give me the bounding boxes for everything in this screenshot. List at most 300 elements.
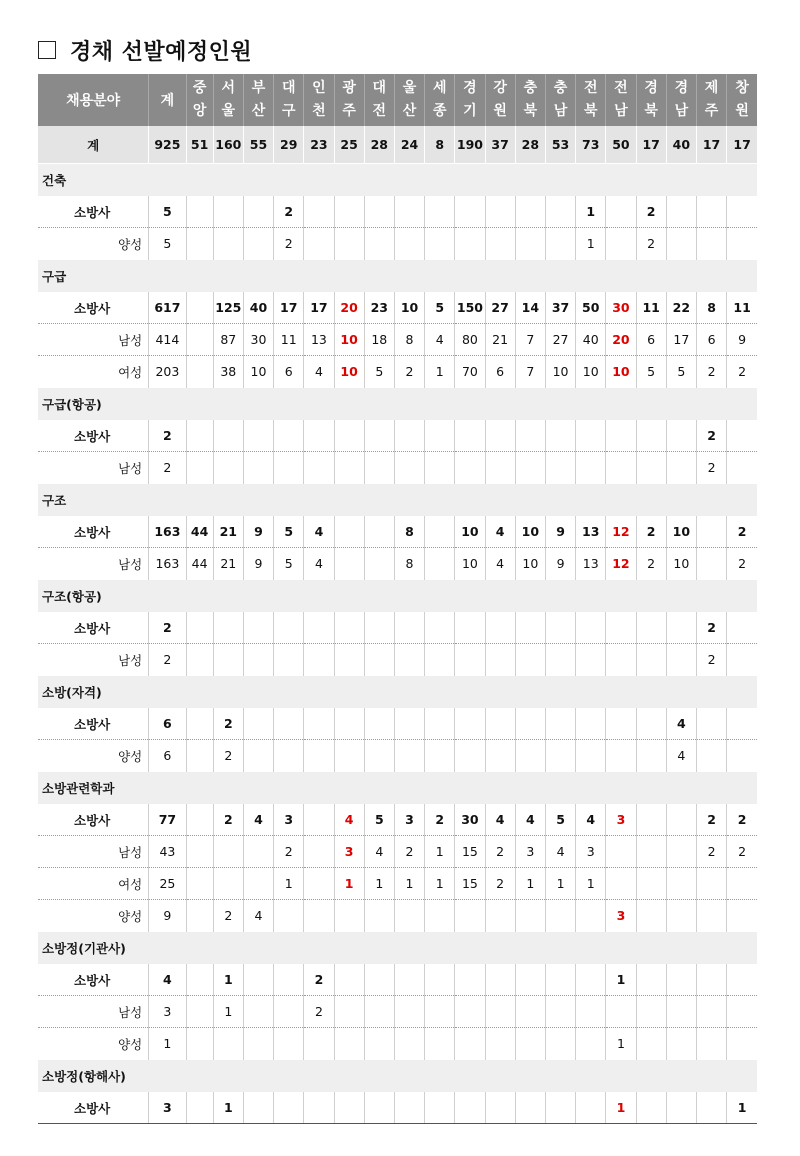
row-region-cell: 8	[394, 548, 424, 580]
page-title	[38, 32, 252, 68]
header-region: 전 북	[576, 74, 606, 126]
row-region-cell: 10	[455, 548, 485, 580]
row-region-cell	[304, 1028, 334, 1060]
section-header	[38, 676, 757, 709]
header-region: 서 울	[213, 74, 243, 126]
row-region-cell	[636, 612, 666, 644]
row-region-cell	[455, 196, 485, 228]
row-label: 남성	[38, 324, 149, 356]
row-region-cell: 4	[243, 804, 273, 836]
row-region-cell	[727, 612, 757, 644]
row-sum-cell: 2	[149, 420, 186, 452]
row-region-cell	[727, 964, 757, 996]
row-sum-cell: 163	[149, 516, 186, 548]
row-region-cell	[304, 420, 334, 452]
row-region-cell	[243, 1028, 273, 1060]
row-region-cell	[394, 228, 424, 260]
row-region-cell: 9	[243, 516, 273, 548]
total-cell: 190	[455, 126, 485, 164]
row-region-cell: 10	[334, 356, 364, 388]
row-region-cell: 2	[274, 228, 304, 260]
total-cell: 17	[727, 126, 757, 164]
row-region-cell	[213, 228, 243, 260]
row-region-cell	[485, 740, 515, 772]
row-label: 소방사	[38, 1092, 149, 1124]
row-region-cell: 38	[213, 356, 243, 388]
header-region: 전 남	[606, 74, 636, 126]
row-region-cell	[334, 228, 364, 260]
row-region-cell: 6	[274, 356, 304, 388]
row-region-cell	[606, 196, 636, 228]
table-row	[38, 996, 757, 1028]
row-region-cell: 10	[576, 356, 606, 388]
row-region-cell: 11	[274, 324, 304, 356]
row-sum-cell: 9	[149, 900, 186, 932]
row-region-cell: 10	[334, 324, 364, 356]
row-region-cell: 4	[666, 708, 696, 740]
row-region-cell	[515, 1028, 545, 1060]
row-region-cell	[515, 196, 545, 228]
row-region-cell: 2	[696, 804, 726, 836]
row-region-cell: 21	[213, 516, 243, 548]
table-row	[38, 452, 757, 484]
row-label: 소방사	[38, 612, 149, 644]
total-cell: 50	[606, 126, 636, 164]
row-region-cell: 27	[545, 324, 575, 356]
header-region: 충 남	[545, 74, 575, 126]
row-region-cell	[213, 612, 243, 644]
row-region-cell	[515, 964, 545, 996]
row-region-cell	[515, 900, 545, 932]
row-region-cell	[425, 516, 455, 548]
header-region: 울 산	[394, 74, 424, 126]
row-region-cell	[727, 708, 757, 740]
row-region-cell: 5	[636, 356, 666, 388]
row-region-cell	[274, 644, 304, 676]
row-region-cell	[666, 644, 696, 676]
row-region-cell: 5	[364, 804, 394, 836]
row-region-cell: 2	[394, 356, 424, 388]
row-region-cell	[545, 1028, 575, 1060]
row-region-cell	[666, 996, 696, 1028]
total-cell: 53	[545, 126, 575, 164]
row-region-cell: 17	[274, 292, 304, 324]
row-region-cell	[696, 964, 726, 996]
row-region-cell: 17	[666, 324, 696, 356]
row-region-cell	[394, 196, 424, 228]
row-region-cell: 50	[576, 292, 606, 324]
row-region-cell: 1	[334, 868, 364, 900]
row-region-cell: 2	[485, 836, 515, 868]
row-region-cell	[455, 1028, 485, 1060]
row-sum-cell: 4	[149, 964, 186, 996]
row-region-cell	[274, 452, 304, 484]
row-region-cell	[334, 708, 364, 740]
row-region-cell	[364, 708, 394, 740]
total-cell: 29	[274, 126, 304, 164]
header-region: 부 산	[243, 74, 273, 126]
row-region-cell	[425, 740, 455, 772]
row-region-cell: 3	[394, 804, 424, 836]
row-region-cell	[334, 740, 364, 772]
row-region-cell	[304, 708, 334, 740]
row-region-cell	[394, 452, 424, 484]
row-region-cell	[394, 996, 424, 1028]
row-sum-cell: 6	[149, 708, 186, 740]
row-region-cell	[696, 516, 726, 548]
row-region-cell	[304, 740, 334, 772]
row-region-cell: 9	[545, 548, 575, 580]
row-region-cell	[455, 452, 485, 484]
section-title: 구급	[38, 260, 757, 293]
row-region-cell: 30	[606, 292, 636, 324]
row-region-cell	[334, 420, 364, 452]
row-region-cell	[696, 228, 726, 260]
row-region-cell: 4	[485, 548, 515, 580]
row-region-cell: 10	[515, 516, 545, 548]
row-region-cell	[394, 1028, 424, 1060]
row-region-cell: 5	[425, 292, 455, 324]
row-label: 남성	[38, 836, 149, 868]
row-region-cell: 2	[727, 836, 757, 868]
row-region-cell	[186, 1028, 213, 1060]
row-region-cell: 20	[334, 292, 364, 324]
checkbox-square-icon	[38, 41, 56, 59]
row-region-cell	[636, 740, 666, 772]
row-region-cell	[485, 996, 515, 1028]
row-region-cell	[243, 868, 273, 900]
table-row	[38, 804, 757, 836]
row-region-cell	[696, 1028, 726, 1060]
total-cell: 23	[304, 126, 334, 164]
row-region-cell	[545, 228, 575, 260]
row-region-cell	[455, 1092, 485, 1124]
row-region-cell	[606, 612, 636, 644]
row-region-cell	[455, 900, 485, 932]
row-region-cell: 125	[213, 292, 243, 324]
row-region-cell: 3	[274, 804, 304, 836]
row-label: 소방사	[38, 804, 149, 836]
row-region-cell: 2	[696, 612, 726, 644]
row-region-cell: 9	[243, 548, 273, 580]
row-region-cell: 2	[727, 356, 757, 388]
row-region-cell	[727, 900, 757, 932]
row-region-cell	[304, 452, 334, 484]
row-region-cell	[485, 452, 515, 484]
row-region-cell	[213, 868, 243, 900]
row-region-cell	[425, 420, 455, 452]
row-region-cell: 5	[545, 804, 575, 836]
row-region-cell	[186, 964, 213, 996]
row-region-cell: 4	[576, 804, 606, 836]
table-row	[38, 1092, 757, 1124]
row-region-cell: 2	[485, 868, 515, 900]
row-region-cell	[576, 452, 606, 484]
row-region-cell	[636, 996, 666, 1028]
page-title-text: 경채 선발예정인원	[70, 39, 253, 65]
row-region-cell	[364, 740, 394, 772]
row-region-cell: 1	[576, 868, 606, 900]
row-region-cell: 2	[636, 516, 666, 548]
row-region-cell	[515, 708, 545, 740]
section-header	[38, 1060, 757, 1093]
row-region-cell	[364, 516, 394, 548]
row-region-cell: 87	[213, 324, 243, 356]
row-region-cell	[186, 740, 213, 772]
row-region-cell	[576, 964, 606, 996]
row-region-cell: 1	[515, 868, 545, 900]
row-region-cell	[304, 868, 334, 900]
row-region-cell	[636, 1092, 666, 1124]
row-region-cell: 2	[304, 996, 334, 1028]
section-header	[38, 772, 757, 805]
row-region-cell	[364, 1028, 394, 1060]
row-region-cell: 4	[334, 804, 364, 836]
row-region-cell	[186, 196, 213, 228]
row-region-cell: 1	[545, 868, 575, 900]
row-region-cell: 4	[304, 356, 334, 388]
row-sum-cell: 43	[149, 836, 186, 868]
row-region-cell: 37	[545, 292, 575, 324]
row-region-cell: 8	[696, 292, 726, 324]
row-region-cell: 4	[485, 804, 515, 836]
row-sum-cell: 77	[149, 804, 186, 836]
row-region-cell	[606, 452, 636, 484]
total-cell: 24	[394, 126, 424, 164]
row-region-cell	[636, 964, 666, 996]
row-region-cell	[394, 740, 424, 772]
row-sum-cell: 2	[149, 644, 186, 676]
row-region-cell	[455, 644, 485, 676]
row-region-cell	[364, 996, 394, 1028]
row-region-cell	[304, 228, 334, 260]
row-region-cell	[455, 964, 485, 996]
row-region-cell	[364, 964, 394, 996]
row-region-cell	[515, 740, 545, 772]
row-region-cell: 15	[455, 836, 485, 868]
row-region-cell	[304, 612, 334, 644]
row-region-cell	[545, 708, 575, 740]
row-region-cell	[213, 196, 243, 228]
row-sum-cell: 414	[149, 324, 186, 356]
header-region: 경 남	[666, 74, 696, 126]
section-header	[38, 260, 757, 293]
row-region-cell: 2	[213, 804, 243, 836]
header-region: 인 천	[304, 74, 334, 126]
row-label: 양성	[38, 228, 149, 260]
section-title: 구조(항공)	[38, 580, 757, 613]
header-region: 제 주	[696, 74, 726, 126]
row-region-cell	[304, 196, 334, 228]
row-label: 소방사	[38, 292, 149, 324]
row-region-cell	[576, 644, 606, 676]
section-header	[38, 388, 757, 421]
row-region-cell: 11	[636, 292, 666, 324]
row-region-cell	[727, 228, 757, 260]
table-row	[38, 420, 757, 452]
row-region-cell: 2	[213, 708, 243, 740]
row-region-cell: 10	[515, 548, 545, 580]
row-region-cell	[186, 356, 213, 388]
row-region-cell	[425, 196, 455, 228]
total-cell: 160	[213, 126, 243, 164]
table-row	[38, 708, 757, 740]
row-region-cell	[727, 644, 757, 676]
section-title: 건축	[38, 164, 757, 197]
section-header	[38, 932, 757, 965]
row-region-cell	[455, 996, 485, 1028]
row-region-cell	[545, 644, 575, 676]
row-region-cell	[304, 900, 334, 932]
row-region-cell: 2	[274, 196, 304, 228]
row-region-cell	[666, 804, 696, 836]
row-region-cell: 22	[666, 292, 696, 324]
row-sum-cell: 617	[149, 292, 186, 324]
row-region-cell	[576, 612, 606, 644]
row-region-cell	[485, 196, 515, 228]
row-region-cell: 5	[364, 356, 394, 388]
header-field: 채용분야	[38, 74, 149, 126]
row-region-cell	[213, 1028, 243, 1060]
row-region-cell	[515, 612, 545, 644]
row-region-cell	[606, 708, 636, 740]
row-region-cell: 6	[696, 324, 726, 356]
table-row	[38, 868, 757, 900]
row-region-cell	[696, 900, 726, 932]
row-label: 소방사	[38, 196, 149, 228]
row-region-cell	[485, 644, 515, 676]
row-region-cell	[485, 612, 515, 644]
row-region-cell	[274, 740, 304, 772]
row-region-cell	[186, 804, 213, 836]
row-region-cell	[636, 804, 666, 836]
row-region-cell	[364, 1092, 394, 1124]
row-region-cell: 2	[636, 228, 666, 260]
total-cell: 25	[334, 126, 364, 164]
row-region-cell	[545, 964, 575, 996]
row-region-cell	[364, 612, 394, 644]
row-region-cell: 23	[364, 292, 394, 324]
row-region-cell: 4	[304, 548, 334, 580]
row-region-cell	[274, 420, 304, 452]
row-region-cell	[243, 612, 273, 644]
row-region-cell: 13	[576, 548, 606, 580]
total-cell: 73	[576, 126, 606, 164]
row-region-cell	[545, 452, 575, 484]
row-sum-cell: 6	[149, 740, 186, 772]
row-region-cell	[243, 196, 273, 228]
row-region-cell: 2	[727, 516, 757, 548]
row-region-cell	[545, 1092, 575, 1124]
row-region-cell: 3	[515, 836, 545, 868]
row-region-cell: 5	[274, 548, 304, 580]
row-region-cell: 2	[696, 644, 726, 676]
header-region: 대 구	[274, 74, 304, 126]
row-sum-cell: 5	[149, 196, 186, 228]
row-sum-cell: 3	[149, 996, 186, 1028]
row-region-cell	[666, 964, 696, 996]
row-region-cell: 1	[606, 964, 636, 996]
row-region-cell: 6	[485, 356, 515, 388]
row-region-cell: 2	[636, 196, 666, 228]
row-region-cell	[425, 452, 455, 484]
row-label: 여성	[38, 868, 149, 900]
row-region-cell	[666, 836, 696, 868]
row-region-cell: 30	[455, 804, 485, 836]
row-region-cell: 4	[243, 900, 273, 932]
table-row	[38, 644, 757, 676]
row-region-cell	[425, 708, 455, 740]
row-region-cell	[186, 900, 213, 932]
row-region-cell: 4	[666, 740, 696, 772]
row-region-cell: 10	[243, 356, 273, 388]
row-region-cell	[696, 740, 726, 772]
row-region-cell	[186, 452, 213, 484]
row-region-cell: 20	[606, 324, 636, 356]
row-region-cell: 14	[515, 292, 545, 324]
row-region-cell	[186, 836, 213, 868]
row-region-cell: 1	[213, 996, 243, 1028]
row-region-cell: 10	[666, 516, 696, 548]
row-region-cell: 40	[243, 292, 273, 324]
row-region-cell	[485, 1092, 515, 1124]
row-region-cell	[545, 420, 575, 452]
row-region-cell	[545, 612, 575, 644]
total-cell: 37	[485, 126, 515, 164]
row-label: 소방사	[38, 516, 149, 548]
row-region-cell	[666, 196, 696, 228]
row-label: 소방사	[38, 420, 149, 452]
row-region-cell: 18	[364, 324, 394, 356]
row-region-cell	[485, 708, 515, 740]
header-region: 강 원	[485, 74, 515, 126]
row-label: 여성	[38, 356, 149, 388]
row-region-cell	[243, 708, 273, 740]
row-region-cell	[304, 804, 334, 836]
row-region-cell	[606, 740, 636, 772]
row-region-cell	[576, 1028, 606, 1060]
row-region-cell	[636, 644, 666, 676]
table-row	[38, 356, 757, 388]
row-sum-cell: 2	[149, 452, 186, 484]
row-region-cell: 4	[364, 836, 394, 868]
row-region-cell	[364, 452, 394, 484]
row-region-cell	[727, 196, 757, 228]
row-region-cell	[334, 516, 364, 548]
row-region-cell: 2	[213, 900, 243, 932]
row-region-cell: 2	[213, 740, 243, 772]
row-region-cell	[666, 228, 696, 260]
row-region-cell: 1	[576, 228, 606, 260]
row-region-cell	[274, 612, 304, 644]
row-region-cell	[334, 452, 364, 484]
row-label: 남성	[38, 996, 149, 1028]
row-region-cell	[274, 708, 304, 740]
row-region-cell: 1	[425, 356, 455, 388]
row-region-cell	[727, 1028, 757, 1060]
row-region-cell	[576, 1092, 606, 1124]
total-cell: 17	[696, 126, 726, 164]
row-label: 남성	[38, 452, 149, 484]
row-region-cell	[364, 900, 394, 932]
row-region-cell: 1	[606, 1092, 636, 1124]
row-region-cell	[243, 740, 273, 772]
section-title: 소방(자격)	[38, 676, 757, 709]
table-row	[38, 740, 757, 772]
row-region-cell: 3	[334, 836, 364, 868]
row-region-cell	[243, 452, 273, 484]
row-region-cell	[606, 228, 636, 260]
